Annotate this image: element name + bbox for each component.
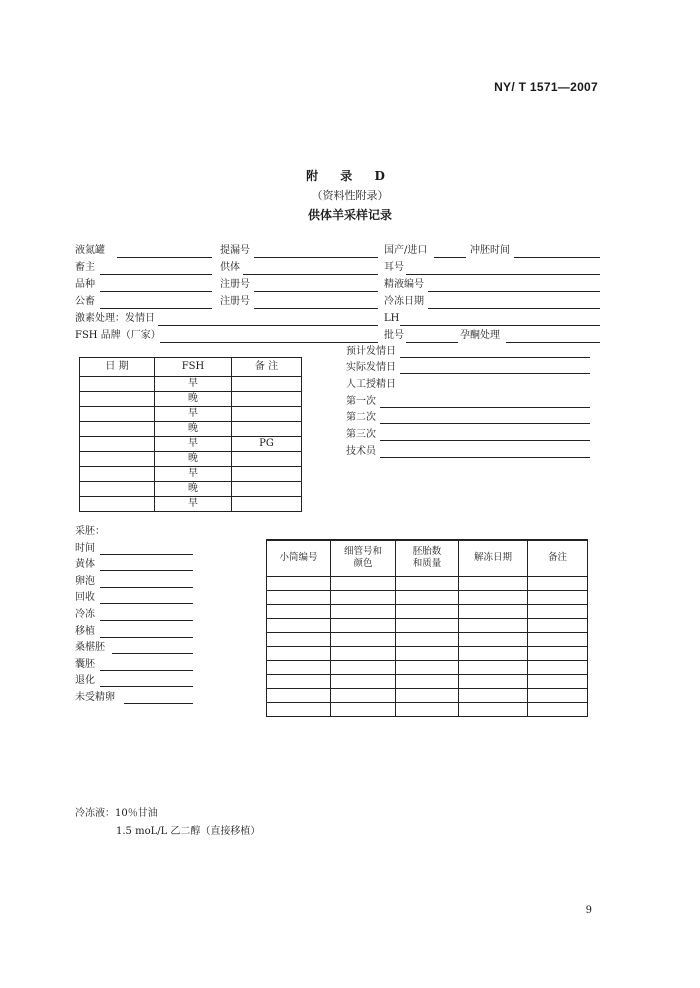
embryo-cell[interactable] bbox=[396, 674, 459, 688]
field-follicle[interactable] bbox=[100, 587, 193, 588]
embryo-cell[interactable] bbox=[331, 632, 396, 646]
field-semen-no[interactable] bbox=[428, 291, 600, 292]
table-row bbox=[267, 576, 588, 590]
embryo-cell[interactable] bbox=[267, 590, 331, 604]
label-technician: 技术员 bbox=[346, 446, 376, 457]
fsh-note-cell[interactable] bbox=[232, 377, 302, 392]
embryo-cell[interactable] bbox=[267, 688, 331, 702]
embryo-cell[interactable] bbox=[459, 590, 528, 604]
table-row bbox=[80, 377, 302, 392]
fsh-cell: 早 bbox=[155, 407, 232, 422]
fsh-table-header-date: 日 期 bbox=[80, 358, 155, 377]
label-frozen: 冷冻 bbox=[75, 609, 95, 620]
appendix-note: （资料性附录） bbox=[311, 189, 389, 202]
embryo-cell[interactable] bbox=[331, 576, 396, 590]
label-ram: 公畜 bbox=[75, 296, 95, 307]
embryo-table-header-thaw-date: 解冻日期 bbox=[459, 540, 528, 576]
table-row bbox=[80, 482, 302, 497]
embryo-cell[interactable] bbox=[396, 618, 459, 632]
label-basket-no: 提漏号 bbox=[220, 245, 250, 256]
field-second[interactable] bbox=[380, 423, 590, 424]
fsh-date-cell[interactable] bbox=[80, 497, 155, 512]
embryo-cell[interactable] bbox=[396, 604, 459, 618]
embryo-cell[interactable] bbox=[331, 702, 396, 716]
fsh-note-cell[interactable]: PG bbox=[232, 437, 302, 452]
embryo-cell[interactable] bbox=[396, 576, 459, 590]
field-freeze-date[interactable] bbox=[428, 308, 600, 309]
table-row bbox=[80, 467, 302, 482]
field-donor[interactable] bbox=[243, 274, 378, 275]
label-ear-tag: 耳号 bbox=[384, 262, 404, 273]
fsh-cell: 早 bbox=[155, 497, 232, 512]
document-title: 供体羊采样记录 bbox=[307, 208, 392, 222]
standard-number: NY/ T 1571—2007 bbox=[494, 80, 598, 94]
label-fsh-brand: FSH 品牌（厂家） bbox=[75, 330, 161, 341]
embryo-cell[interactable] bbox=[528, 576, 588, 590]
table-row bbox=[267, 646, 588, 660]
embryo-cell[interactable] bbox=[267, 618, 331, 632]
label-flush-time: 冲胚时间 bbox=[470, 245, 510, 256]
table-row bbox=[80, 437, 302, 452]
label-morula: 桑椹胚 bbox=[75, 642, 105, 653]
fsh-note-cell[interactable] bbox=[232, 497, 302, 512]
freeze-liquid-line-1: 冷冻液：10％甘油 bbox=[75, 808, 158, 819]
label-degenerated: 退化 bbox=[75, 675, 95, 686]
embryo-cell[interactable] bbox=[331, 688, 396, 702]
field-recovery[interactable] bbox=[100, 603, 193, 604]
field-hormone[interactable] bbox=[158, 325, 378, 326]
embryo-cell[interactable] bbox=[528, 604, 588, 618]
fsh-date-cell[interactable] bbox=[80, 392, 155, 407]
table-row bbox=[267, 618, 588, 632]
label-lh: LH bbox=[384, 313, 400, 324]
embryo-table-header-straw-box: 小筒编号 bbox=[267, 540, 331, 576]
label-unfertilized: 未受精卵 bbox=[75, 692, 115, 703]
appendix-title: 附 录 D bbox=[306, 169, 394, 183]
fsh-table bbox=[79, 357, 302, 512]
embryo-table-header-straw-color: 细管号和 颜色 bbox=[331, 540, 396, 576]
label-progesterone: 孕酮处理 bbox=[460, 330, 500, 341]
field-breed[interactable] bbox=[100, 291, 212, 292]
embryo-cell[interactable] bbox=[331, 660, 396, 674]
embryo-cell[interactable] bbox=[528, 660, 588, 674]
fsh-cell: 早 bbox=[155, 437, 232, 452]
table-row bbox=[267, 688, 588, 702]
fsh-cell: 晚 bbox=[155, 452, 232, 467]
field-degenerated[interactable] bbox=[100, 686, 193, 687]
field-morula[interactable] bbox=[112, 653, 193, 654]
embryo-cell[interactable] bbox=[459, 702, 528, 716]
fsh-note-cell[interactable] bbox=[232, 407, 302, 422]
field-ear-tag[interactable] bbox=[406, 274, 600, 275]
embryo-cell[interactable] bbox=[459, 646, 528, 660]
fsh-date-cell[interactable] bbox=[80, 407, 155, 422]
table-row bbox=[267, 604, 588, 618]
embryo-cell[interactable] bbox=[331, 604, 396, 618]
embryo-cell[interactable] bbox=[528, 674, 588, 688]
embryo-cell[interactable] bbox=[459, 604, 528, 618]
field-origin[interactable] bbox=[434, 257, 466, 258]
embryo-cell[interactable] bbox=[331, 646, 396, 660]
fsh-note-cell[interactable] bbox=[232, 467, 302, 482]
field-first[interactable] bbox=[380, 407, 590, 408]
table-row bbox=[80, 422, 302, 437]
label-ai-date: 人工授精日 bbox=[346, 379, 396, 390]
embryo-cell[interactable] bbox=[331, 674, 396, 688]
fsh-note-cell[interactable] bbox=[232, 482, 302, 497]
embryo-table-header-note: 备注 bbox=[528, 540, 588, 576]
embryo-cell[interactable] bbox=[267, 674, 331, 688]
field-collection-time[interactable] bbox=[100, 554, 193, 555]
fsh-note-cell[interactable] bbox=[232, 392, 302, 407]
embryo-cell[interactable] bbox=[396, 632, 459, 646]
fsh-cell: 早 bbox=[155, 377, 232, 392]
label-reg-no-1: 注册号 bbox=[220, 279, 250, 290]
embryo-cell[interactable] bbox=[396, 646, 459, 660]
label-batch-no: 批号 bbox=[384, 330, 404, 341]
fsh-table-header-fsh: FSH bbox=[155, 358, 232, 377]
embryo-cell[interactable] bbox=[396, 702, 459, 716]
label-hormone: 激素处理：发情日 bbox=[75, 313, 155, 324]
table-row bbox=[80, 452, 302, 467]
label-corpus-luteum: 黄体 bbox=[75, 559, 95, 570]
embryo-cell[interactable] bbox=[528, 618, 588, 632]
embryo-cell[interactable] bbox=[459, 674, 528, 688]
page-number: 9 bbox=[585, 905, 592, 916]
field-liquid-nitrogen-tank[interactable] bbox=[117, 257, 212, 258]
fsh-cell: 晚 bbox=[155, 392, 232, 407]
fsh-date-cell[interactable] bbox=[80, 422, 155, 437]
embryo-cell[interactable] bbox=[528, 590, 588, 604]
field-flush-time[interactable] bbox=[514, 257, 600, 258]
label-liquid-nitrogen-tank: 液氮罐 bbox=[75, 245, 105, 256]
fsh-cell: 晚 bbox=[155, 482, 232, 497]
label-follicle: 卵泡 bbox=[75, 576, 95, 587]
table-row bbox=[267, 702, 588, 716]
field-actual-estrus[interactable] bbox=[400, 373, 590, 374]
fsh-cell: 早 bbox=[155, 467, 232, 482]
embryo-cell[interactable] bbox=[528, 646, 588, 660]
embryo-cell[interactable] bbox=[459, 688, 528, 702]
table-row bbox=[80, 407, 302, 422]
field-fsh-brand[interactable] bbox=[160, 342, 378, 343]
field-expected-estrus[interactable] bbox=[400, 357, 590, 358]
field-lh[interactable] bbox=[400, 325, 600, 326]
table-row bbox=[267, 660, 588, 674]
table-row bbox=[267, 632, 588, 646]
field-technician[interactable] bbox=[380, 457, 590, 458]
table-row bbox=[80, 497, 302, 512]
field-batch-no[interactable] bbox=[406, 342, 458, 343]
embryo-table bbox=[266, 539, 588, 717]
fsh-note-cell[interactable] bbox=[232, 422, 302, 437]
embryo-cell[interactable] bbox=[528, 688, 588, 702]
fsh-table-header-note: 备 注 bbox=[232, 358, 302, 377]
collection-title: 采胚： bbox=[75, 526, 105, 537]
embryo-cell[interactable] bbox=[396, 590, 459, 604]
field-basket-no[interactable] bbox=[254, 257, 378, 258]
fsh-date-cell[interactable] bbox=[80, 482, 155, 497]
field-blastocyst[interactable] bbox=[100, 670, 193, 671]
field-ram[interactable] bbox=[100, 308, 212, 309]
table-row bbox=[267, 674, 588, 688]
fsh-date-cell[interactable] bbox=[80, 377, 155, 392]
label-origin: 国产/进口 bbox=[384, 245, 428, 256]
label-transfer: 移植 bbox=[75, 626, 95, 637]
embryo-cell[interactable] bbox=[331, 590, 396, 604]
field-progesterone[interactable] bbox=[506, 342, 600, 343]
table-row bbox=[267, 590, 588, 604]
fsh-date-cell[interactable] bbox=[80, 467, 155, 482]
fsh-cell: 晚 bbox=[155, 422, 232, 437]
embryo-cell[interactable] bbox=[459, 660, 528, 674]
embryo-cell[interactable] bbox=[267, 576, 331, 590]
label-actual-estrus: 实际发情日 bbox=[346, 362, 396, 373]
label-reg-no-2: 注册号 bbox=[220, 296, 250, 307]
field-reg-no-1[interactable] bbox=[254, 291, 378, 292]
embryo-cell[interactable] bbox=[528, 702, 588, 716]
label-recovery: 回收 bbox=[75, 592, 95, 603]
label-second: 第二次 bbox=[346, 412, 376, 423]
embryo-cell[interactable] bbox=[267, 702, 331, 716]
field-third[interactable] bbox=[380, 440, 590, 441]
label-blastocyst: 囊胚 bbox=[75, 659, 95, 670]
field-corpus-luteum[interactable] bbox=[100, 570, 193, 571]
field-frozen[interactable] bbox=[100, 620, 193, 621]
embryo-cell[interactable] bbox=[267, 660, 331, 674]
label-semen-no: 精液编号 bbox=[384, 279, 424, 290]
label-collection-time: 时间 bbox=[75, 543, 95, 554]
freeze-liquid-line-2: 1.5 moL/L 乙二醇（直接移植） bbox=[116, 826, 261, 837]
label-owner: 畜主 bbox=[75, 262, 95, 273]
field-reg-no-2[interactable] bbox=[254, 308, 378, 309]
embryo-cell[interactable] bbox=[459, 632, 528, 646]
label-expected-estrus: 预计发情日 bbox=[346, 346, 396, 357]
embryo-table-header-embryo-count: 胚胎数 和质量 bbox=[396, 540, 459, 576]
field-unfertilized[interactable] bbox=[124, 703, 193, 704]
fsh-date-cell[interactable] bbox=[80, 437, 155, 452]
fsh-date-cell[interactable] bbox=[80, 452, 155, 467]
embryo-cell[interactable] bbox=[528, 632, 588, 646]
label-freeze-date: 冷冻日期 bbox=[384, 296, 424, 307]
embryo-cell[interactable] bbox=[267, 604, 331, 618]
label-third: 第三次 bbox=[346, 429, 376, 440]
fsh-note-cell[interactable] bbox=[232, 452, 302, 467]
embryo-cell[interactable] bbox=[396, 660, 459, 674]
embryo-cell[interactable] bbox=[459, 618, 528, 632]
embryo-cell[interactable] bbox=[267, 632, 331, 646]
embryo-cell[interactable] bbox=[396, 688, 459, 702]
field-owner[interactable] bbox=[100, 274, 212, 275]
embryo-cell[interactable] bbox=[459, 576, 528, 590]
label-donor: 供体 bbox=[220, 262, 240, 273]
table-row bbox=[80, 392, 302, 407]
label-breed: 品种 bbox=[75, 279, 95, 290]
embryo-cell[interactable] bbox=[267, 646, 331, 660]
label-first: 第一次 bbox=[346, 396, 376, 407]
field-transfer[interactable] bbox=[100, 637, 193, 638]
embryo-cell[interactable] bbox=[331, 618, 396, 632]
